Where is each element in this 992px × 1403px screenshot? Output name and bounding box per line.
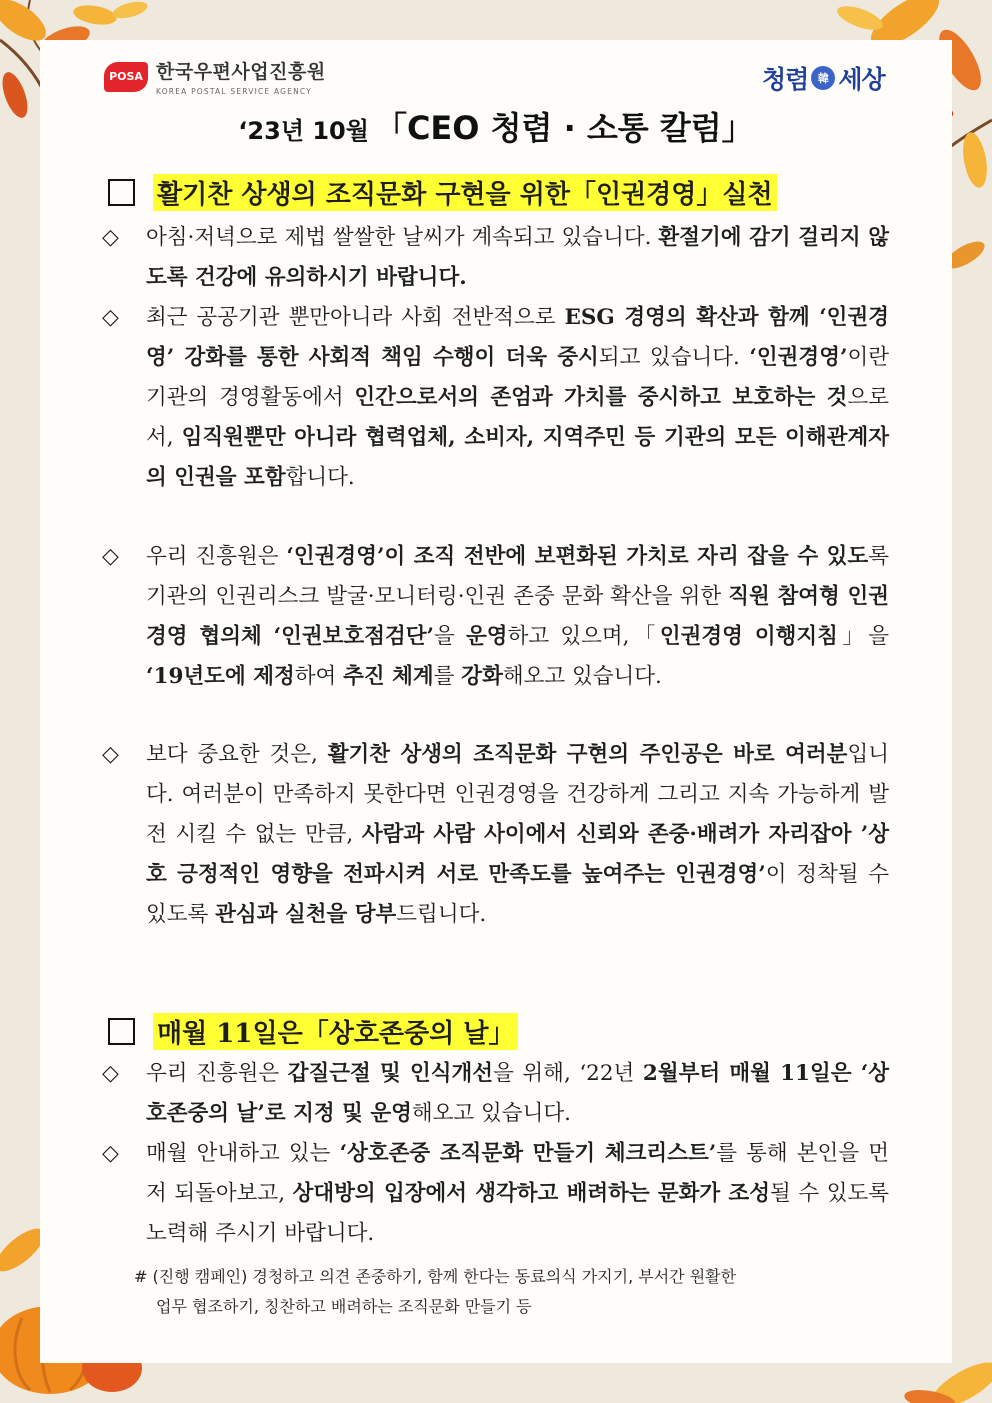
organization-name-en: KOREA POSTAL SERVICE AGENCY	[156, 87, 313, 96]
page-title	[0, 103, 992, 149]
section-heading-text: 매월 11일은「상호존중의 날」	[153, 1013, 518, 1050]
text-segment: 이란 기관의 경영활동에서	[146, 345, 889, 410]
title-date: ‘23년 10월	[238, 117, 369, 145]
text-segment: 를	[433, 664, 462, 689]
bold-text-segment: 인권경영 이행지침	[659, 624, 838, 649]
bullet-paragraph	[102, 735, 889, 935]
bullet-text	[146, 305, 889, 490]
bullet-paragraph	[102, 1054, 889, 1134]
bold-text-segment: 관심과 실천을 당부	[215, 902, 397, 927]
bold-text-segment: 추진 체계	[343, 664, 434, 689]
text-segment: 합니다.	[285, 465, 355, 490]
text-segment: 최근 공공기관 뿐만아니라 사회 전반적으로	[146, 305, 565, 330]
title-main: 「CEO 청렴 · 소통 칼럼」	[374, 109, 754, 147]
text-segment: 」을	[837, 624, 890, 649]
bullet-paragraph	[102, 218, 889, 298]
slogan-right: 세상	[838, 65, 885, 94]
organization-logo	[104, 57, 326, 96]
integrity-slogan	[762, 60, 885, 96]
text-segment: 될 수 있도록 노력해 주시기 바랍니다.	[146, 1181, 890, 1246]
bold-text-segment: ‘인권경영’이 조직 전반에 보편화된 가치로 자리 잡을 수 있도	[286, 544, 869, 569]
text-segment: 를 통해 본인을 먼저 되돌아보고,	[146, 1141, 889, 1206]
text-segment: 우리 진흥원은	[146, 1061, 288, 1086]
bullet-text	[146, 225, 889, 290]
slogan-symbol-icon: 韓	[811, 66, 835, 90]
section-heading-human-rights	[108, 174, 777, 211]
diamond-bullet-icon: ◇	[102, 225, 119, 250]
bold-text-segment: 상대방의 입장에서 생각하고 배려하는 문화가 조성	[292, 1181, 770, 1206]
bold-text-segment: ‘인권경영’	[749, 345, 848, 370]
text-segment: 해오고 있습니다.	[411, 1101, 571, 1126]
organization-name-kr: 한국우편사업진흥원	[156, 61, 326, 83]
diamond-bullet-icon: ◇	[102, 742, 119, 767]
bold-text-segment: 운영	[466, 624, 508, 649]
text-segment: 되고 있습니다.	[598, 345, 750, 370]
text-segment: 드립니다.	[396, 902, 487, 927]
bullet-paragraph	[102, 537, 890, 697]
text-segment: 으로서,	[146, 385, 890, 450]
bullet-text	[146, 1141, 889, 1246]
text-segment: 매월 안내하고 있는	[146, 1141, 340, 1166]
slogan-left: 청렴	[762, 65, 809, 94]
text-segment: 우리 진흥원은	[146, 544, 287, 569]
text-segment: 보다 중요한 것은,	[146, 742, 328, 767]
bold-text-segment: 활기찬 상생의 조직문화 구현의 주인공은 바로 여러분	[327, 742, 848, 767]
checkbox-square-icon	[108, 1018, 135, 1045]
bold-text-segment: ‘19년도에 제정	[146, 664, 295, 689]
text-segment: 을	[434, 624, 467, 649]
checkbox-square-icon	[108, 179, 135, 206]
bold-text-segment: 임직원뿐만 아니라 협력업체, 소비자, 지역주민 등 기관의 모든 이해관계자의 인권을 포함	[146, 425, 889, 490]
bold-text-segment: 직원 참여형 인권경영 협의체 ‘인권보호점검단’	[146, 584, 889, 649]
campaign-footnote	[134, 1262, 894, 1322]
text-segment: 아침·저녁으로 제법 쌀쌀한 날씨가 계속되고 있습니다.	[146, 225, 659, 250]
text-segment: 입니다. 여러분이 만족하지 못한다면 인권경영을 건강하게 그리고 지속 가능하게 발전 시킬 수 없는 만큼,	[146, 742, 889, 847]
bullet-paragraph	[102, 1134, 890, 1254]
organization-name	[156, 57, 326, 96]
bullet-paragraph	[102, 298, 890, 498]
bullet-text	[146, 1061, 889, 1126]
text-segment: 을 위해, ‘22년	[493, 1061, 643, 1086]
text-segment: 이 정착될 수 있도록	[146, 862, 889, 927]
bold-text-segment: 갑질근절 및 인식개선	[287, 1061, 494, 1086]
text-segment: 하여	[294, 664, 344, 689]
text-segment: 록 기관의 인권리스크 발굴·모니터링·인권 존중 문화 확산을 위한	[146, 544, 889, 609]
footnote-line-2: 업무 협조하기, 칭찬하고 배려하는 조직문화 만들기 등	[156, 1297, 532, 1316]
bold-text-segment: 환절기에 감기 걸리지 않도록 건강에 유의하시기 바랍니다.	[146, 225, 889, 290]
bold-text-segment: ‘상호존중 조직문화 만들기 체크리스트’	[339, 1141, 717, 1166]
text-segment: 해오고 있습니다.	[502, 664, 662, 689]
section-heading-text: 활기찬 상생의 조직문화 구현을 위한「인권경영」실천	[153, 174, 777, 211]
diamond-bullet-icon: ◇	[102, 1061, 119, 1086]
diamond-bullet-icon: ◇	[102, 544, 119, 569]
bold-text-segment: 강화	[461, 664, 503, 689]
text-segment: 하고 있으며,「	[507, 624, 660, 649]
bold-text-segment: 인간으로서의 존엄과 가치를 중시하고 보호하는 것	[354, 385, 848, 410]
bold-text-segment: ESG 경영의 확산과 함께 ‘인권경영’ 강화를 통한 사회적 책임 수행이 더욱 중시	[146, 305, 889, 370]
bold-text-segment: 2월부터 매월 11일은 ‘상호존중의 날’로 지정 및 운영	[146, 1061, 889, 1126]
section-heading-mutual-respect	[108, 1013, 518, 1050]
bullet-text	[146, 742, 889, 927]
bold-text-segment: 사람과 사람 사이에서 신뢰와 존중·배려가 자리잡아 ’상호 긍정적인 영향을 전파시켜 서로 만족도를 높여주는 인권경영’	[146, 822, 889, 887]
posa-logo-icon: POSA	[104, 62, 148, 92]
diamond-bullet-icon: ◇	[102, 1141, 119, 1166]
footnote-line-1: # (진행 캠페인) 경청하고 의견 존중하기, 함께 한다는 동료의식 가지기, 부서간 원활한	[134, 1267, 737, 1286]
bullet-text	[146, 544, 889, 689]
diamond-bullet-icon: ◇	[102, 305, 119, 330]
